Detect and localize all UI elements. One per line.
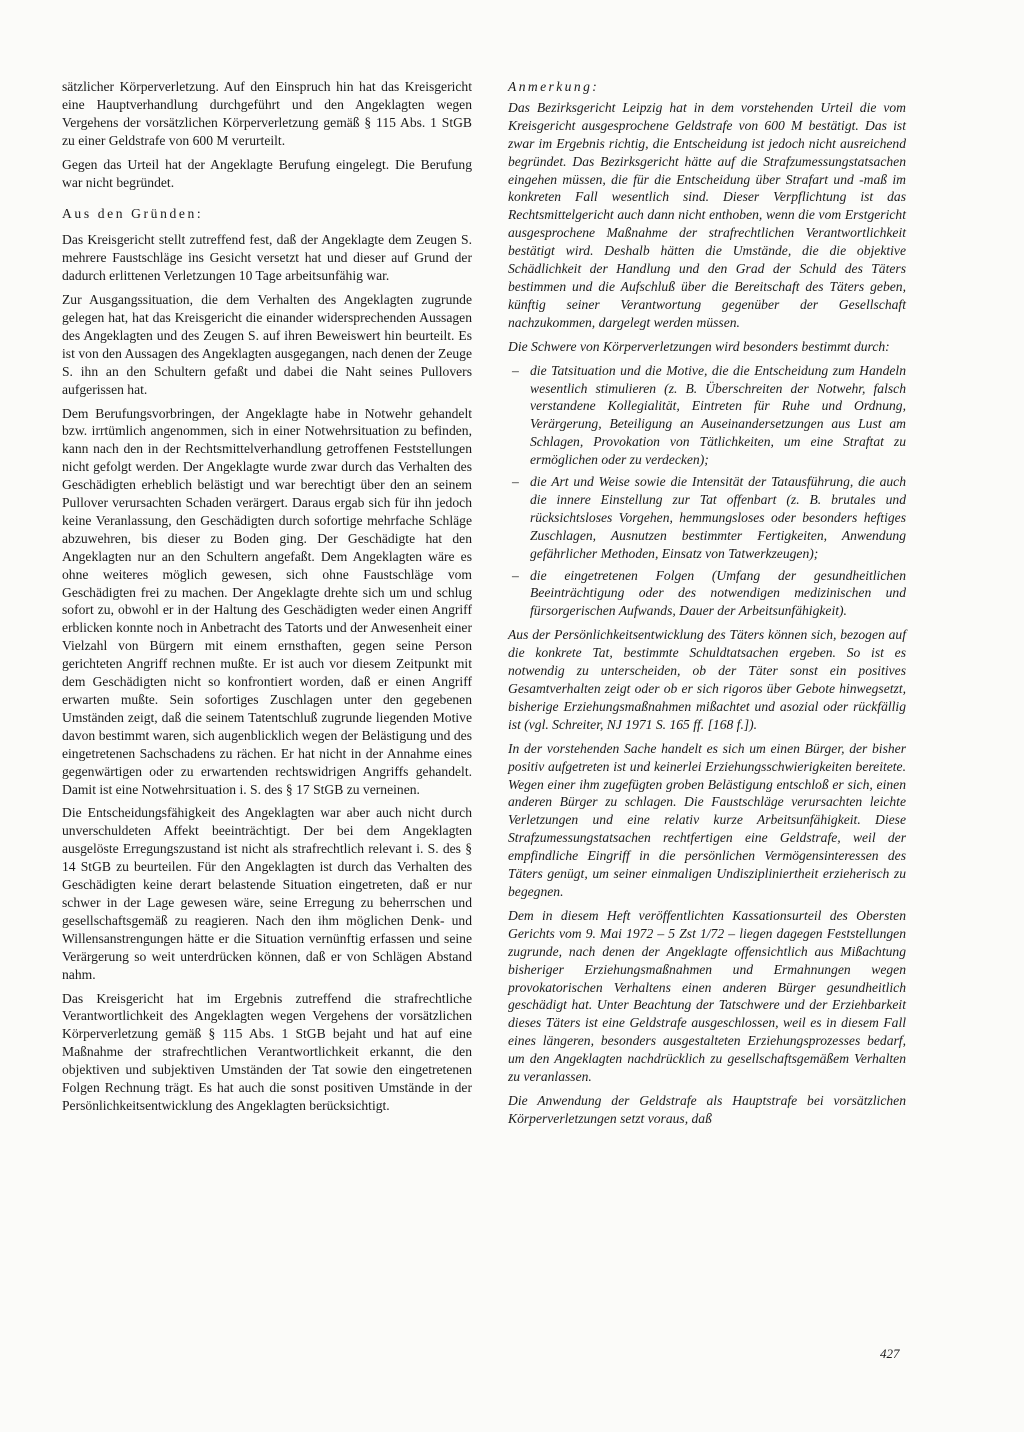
paragraph: Die Entscheidungsfähigkeit des Angeklagten war aber auch nicht durch unverschuldeten Affekt beeinträchtigt. Der bei dem Angeklagten ausgelöste Erregungszustand ist nicht als strafrechtlich relevant i. S. des § 14 StGB zu beurteilen. Für den Angeklagten ist durch das Verhalten des Geschädigten keine derart belastende Situation eingetreten, daß er nur schwer in der Lage gewesen wäre, seine Erregung zu beherrschen und gesellschaftsgemäß zu reagieren. Nach den ihm möglichen Denk- und Willensanstrengungen hätte er die Situation vernünftig erfassen und seine Verärgerung so weit unterdrücken können, daß er von Schlägen Abstand nahm. xyxy=(62,805,472,982)
paragraph: Die Anwendung der Geldstrafe als Hauptstrafe bei vorsätzlichen Körperverletzungen setzt voraus, daß xyxy=(508,1092,906,1126)
paragraph: sätzlicher Körperverletzung. Auf den Einspruch hin hat das Kreisgericht eine Hauptverhandlung durchgeführt und den Angeklagten wegen Vergehens der vorsätzlichen Körperverletzung gemäß § 115 Abs. 1 StGB zu einer Geldstrafe von 600 M verurteilt. xyxy=(62,79,472,148)
list-item: – die Tatsituation und die Motive, die die Entscheidung zum Handeln wesentlich stimulieren (z. B. Überschreiten der Notwehr, falsch verstandene Kollegialität, Eintreten für Ruhe und Ordnung, Verärgerung, Beteiligung an Auseinandersetzungen aus Lust am Schlagen, Provokation von Tätlichkeiten, um eine Straftat zu ermöglichen oder zu verdecken); xyxy=(508,362,906,469)
paragraph: Zur Ausgangssituation, die dem Verhalten des Angeklagten zugrunde gelegen hat, hat das Kreisgericht die einander widersprechenden Aussagen des Angeklagten und des Zeugen S. auf ihren Beweiswert hin beurteilt. Es ist von den Aussagen des Angeklagten ausgegangen, nach denen der Zeuge S. ihn an den Schultern gefaßt und dabei die Naht seines Pullovers aufgerissen hat. xyxy=(62,292,472,397)
paragraph: Die Schwere von Körperverletzungen wird besonders bestimmt durch: xyxy=(508,338,890,354)
right-column xyxy=(508,78,906,1134)
list-item: – die Art und Weise sowie die Intensität der Tatausführung, die auch die innere Einstellung zur Tat offenbart (z. B. brutales und rücksichtsloses Vorgehen, hemmungsloses oder besonders heftiges Zuschlagen, Ausnutzen bestimmter Fertigkeiten, Anwendung gefährlicher Methoden, Einsatz von Tatwerkzeugen); xyxy=(508,473,906,563)
left-column xyxy=(62,78,472,1121)
dash-list xyxy=(508,362,906,621)
paragraph: Das Kreisgericht hat im Ergebnis zutreffend die strafrechtliche Verantwortlichkeit des Angeklagten wegen Vergehens der vorsätzlichen Körperverletzung gemäß § 115 Abs. 1 StGB bejaht und hat auf eine Maßnahme der strafrechtlichen Verantwortlichkeit erkannt, die den objektiven und subjektiven Umständen der Tat sowie den eingetretenen Folgen Rechnung trägt. Es hat auch die sonst positiven Umstände in der Persönlichkeitsentwicklung des Angeklagten berücksichtigt. xyxy=(62,990,472,1113)
paragraph: Gegen das Urteil hat der Angeklagte Berufung eingelegt. Die Berufung war nicht begründet. xyxy=(62,156,472,190)
paragraph: Dem Berufungsvorbringen, der Angeklagte habe in Notwehr gehandelt bzw. irrtümlich angenommen, sich in einer Notwehrsituation zu befinden, kann nach den in der Rechtsmittelverhandlung getroffenen Feststellungen nicht gefolgt werden. Der Angeklagte wurde zwar durch das Verhalten des Geschädigten erheblich belästigt und war berechtigt über den an seinem Pullover verursachten Schaden verärgert. Daraus ergab sich für ihn jedoch keine Veranlassung, den Geschädigten durch sofortige mehrfache Schläge abzuwehren, bis dieser zu Boden ging. Der Geschädigte hat den Angeklagten nur an den Schultern angefaßt. Dem Angeklagten wäre es ohne weiteres möglich gewesen, sich ohne Faustschläge vom Geschädigten frei zu machen. Der Angeklagte drehte sich um und schlug sofort zu, obwohl er in der Haltung des Geschädigten weder einen Angriff erblicken konnte noch in Anbetracht des Tatorts und der Anwesenheit einer Vielzahl von Bürgern mit einem ernsthaften, gegen seine Person gerichteten Angriff rechnen mußte. Er ist auch vor diesem Zeitpunkt mit dem Geschädigten nicht so konfrontiert worden, daß er einen Angriff erwarten mußte. Sein sofortiges Zuschlagen unter den gegebenen Umständen zeigt, daß die seinem Tatentschluß zugrunde liegenden Motive davon bestimmt waren, sich augenblicklich wegen der Belästigung und des eingetretenen Sachschadens zu rächen. Er hat nicht in der Annahme eines gegenwärtigen oder zu erwartenden rechtswidrigen Angriffs gehandelt. Damit ist eine Notwehrsituation i. S. des § 17 StGB zu verneinen. xyxy=(62,405,472,797)
list-item: – die eingetretenen Folgen (Umfang der gesundheitlichen Beeinträchtigung oder des notwendigen medizinischen und fürsorgerischen Aufwands, Dauer der Arbeitsunfähigkeit). xyxy=(508,567,906,621)
paragraph: Dem in diesem Heft veröffentlichten Kassationsurteil des Obersten Gerichts vom 9. Mai 1972 – 5 Zst 1/72 – liegen dagegen Feststellungen zugrunde, nach denen der Angeklagte offensichtlich aus Mißachtung bisheriger Erziehungsmaßnahmen und Ermahnungen wegen provokatorischen Verhaltens einen anderen Bürger gesundheitlich geschädigt hat. Unter Beachtung der Tatschwere und der Erziehbarkeit dieses Täters ist eine Geldstrafe ausgeschlossen, weil es in diesem Fall eines längeren, besonders ausgestalteten Erziehungsprozesses bedarf, um den Angeklagten nachdrücklich zu gesellschaftsgemäßem Verhalten zu veranlassen. xyxy=(508,907,906,1085)
paragraph: Das Bezirksgericht Leipzig hat in dem vorstehenden Urteil die vom Kreisgericht ausgesprochene Geldstrafe von 600 M bestätigt. Das ist zwar im Ergebnis richtig, die Entscheidung ist jedoch nicht ausreichend begründet. Das Bezirksgericht hätte auf die Strafzumessungstatsachen eingehen müssen, die für die Entscheidung über Strafart und -maß im konkreten Fall wesentlich sind. Dieser Verpflichtung ist das Rechtsmittelgericht auch dann nicht enthoben, wenn die vom Erstgericht ausgesprochene Maßnahme der strafrechtlichen Verantwortlichkeit bestätigt wird. Deshalb hätten die Umstände, die die objektive Schädlichkeit der Handlung und den Grad der Schuld des Täters bestimmen und die Aufschluß über die Bereitschaft des Täters geben, künftig seiner Verantwortung gegenüber der Gesellschaft nachzukommen, dargelegt werden müssen. xyxy=(508,99,906,330)
paragraph: Das Kreisgericht stellt zutreffend fest, daß der Angeklagte dem Zeugen S. mehrere Faustschläge ins Gesicht versetzt hat und dieser auf Grund der dadurch erlittenen Verletzungen 10 Tage arbeitsunfähig war. xyxy=(62,232,472,284)
paragraph: Aus der Persönlichkeitsentwicklung des Täters können sich, bezogen auf die konkrete Tat, bestimmte Schuldtatsachen ergeben. So ist es notwendig zu unterscheiden, ob der Täter sonst ein positives Gesamtverhalten zeigt oder ob er sich rigoros über Gebote hinwegsetzt, bisherige Erziehungsmaßnahmen mißachtet und asozial oder rückfällig ist (vgl. Schreiter, NJ 1971 S. 165 ff. [168 f.]). xyxy=(508,627,906,732)
annotation-heading: Anmerkung: xyxy=(508,79,600,94)
paragraph: In der vorstehenden Sache handelt es sich um einen Bürger, der bisher positiv aufgetreten ist und keinerlei Erziehungsschwierigkeiten bereitete. Wegen einer ihm zugefügten groben Belästigung entschloß er sich, einen anderen Bürger zu schlagen. Die Faustschläge verursachten leichte Verletzungen und eine relativ kurze Arbeitsunfähigkeit. Diese Strafzumessungstatsachen rechtfertigen eine Geldstrafe, weil der empfindliche Eingriff in die persönlichen Vermögensinteressen des Täters genügt, um seiner einmaligen Undiszipliniertheit erzieherisch zu begegnen. xyxy=(508,740,906,899)
page-number: 427 xyxy=(880,1346,900,1361)
section-heading: Aus den Gründen: xyxy=(62,206,204,222)
